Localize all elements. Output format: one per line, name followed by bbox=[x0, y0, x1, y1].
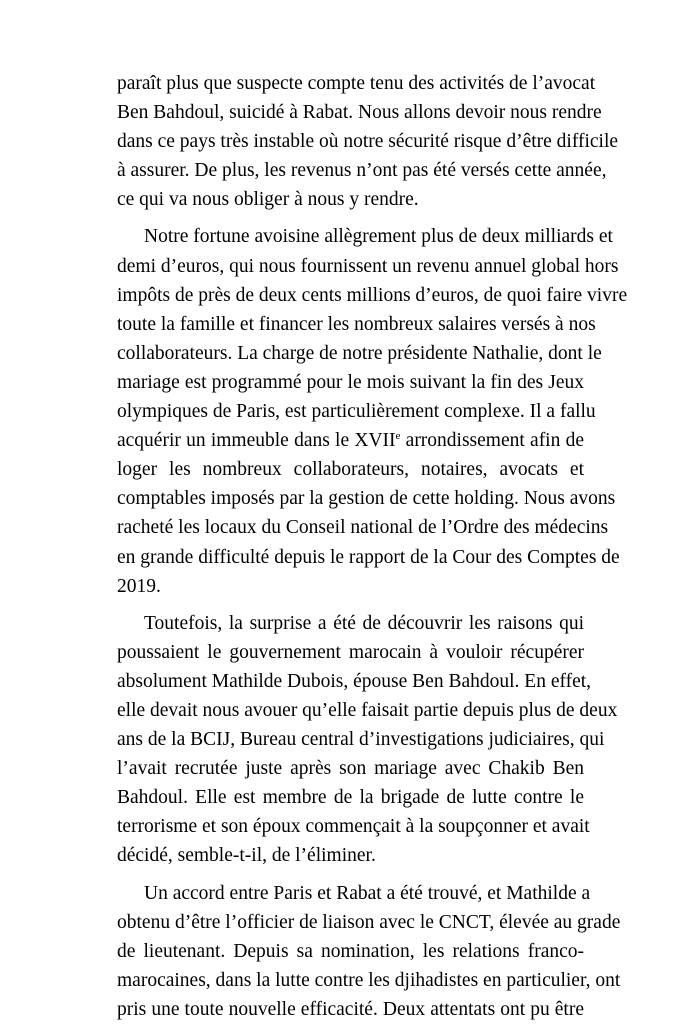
text-line: l’avait recrutée juste après son mariage avec Chakib Ben bbox=[117, 758, 584, 780]
line-before-superscript: acquérir un immeuble dans le XVII bbox=[117, 430, 396, 452]
text-line-with-superscript bbox=[117, 426, 584, 455]
line-after-superscript: arrondissement afin de bbox=[400, 430, 584, 452]
text-line: Un accord entre Paris et Rabat a été trouvé, et Mathilde a bbox=[144, 882, 591, 904]
text-line: pris une toute nouvelle efficacité. Deux attentats ont pu être bbox=[117, 998, 584, 1020]
text-line: ce qui va nous obliger à nous y rendre. bbox=[117, 189, 419, 211]
text-line: marocaines, dans la lutte contre les djihadistes en particulier, ont bbox=[117, 969, 621, 991]
text-line: impôts de près de deux cents millions d’euros, de quoi faire vivre bbox=[117, 284, 628, 306]
book-page bbox=[117, 69, 628, 1024]
text-line: demi d’euros, qui nous fournissent un revenu annuel global hors bbox=[117, 255, 619, 277]
paragraph-2 bbox=[117, 222, 628, 600]
text-line: Bahdoul. Elle est membre de la brigade de lutte contre le bbox=[117, 787, 584, 809]
text-line: olympiques de Paris, est particulièrement complexe. Il a fallu bbox=[117, 401, 596, 423]
text-line: collaborateurs. La charge de notre présidente Nathalie, dont le bbox=[117, 342, 602, 364]
text-line: terrorisme et son époux commençait à la soupçonner et avait bbox=[117, 816, 590, 838]
text-line: comptables imposés par la gestion de cette holding. Nous avons bbox=[117, 488, 616, 510]
text-line: à assurer. De plus, les revenus n’ont pas été versés cette année, bbox=[117, 160, 607, 182]
text-line: en grande difficulté depuis le rapport de la Cour des Comptes de bbox=[117, 546, 620, 568]
text-line: de lieutenant. Depuis sa nomination, les relations franco- bbox=[117, 940, 584, 962]
text-line: Toutefois, la surprise a été de découvrir les raisons qui bbox=[144, 612, 584, 634]
text-line: Ben Bahdoul, suicidé à Rabat. Nous allons devoir nous rendre bbox=[117, 102, 602, 124]
text-line: poussaient le gouvernement marocain à vouloir récupérer bbox=[117, 641, 584, 663]
text-line: paraît plus que suspecte compte tenu des activités de l’avocat bbox=[117, 73, 596, 94]
text-line: ans de la BCIJ, Bureau central d’investigations judiciaires, qui bbox=[117, 729, 605, 751]
paragraph-1 bbox=[117, 69, 619, 214]
text-line: Notre fortune avoisine allègrement plus de deux milliards et bbox=[144, 226, 613, 248]
text-line: mariage est programmé pour le mois suivant la fin des Jeux bbox=[117, 371, 584, 393]
text-line: elle devait nous avouer qu’elle faisait partie depuis plus de deux bbox=[117, 699, 618, 721]
text-line: dans ce pays très instable où notre sécurité risque d’être difficile bbox=[117, 131, 619, 153]
text-line: décidé, semble-t-il, de l’éliminer. bbox=[117, 845, 376, 867]
text-line: 2019. bbox=[117, 575, 161, 597]
ordinal-superscript: e bbox=[395, 430, 401, 443]
text-line: racheté les locaux du Conseil national de l’Ordre des médecins bbox=[117, 517, 609, 539]
text-line: toute la famille et financer les nombreux salaires versés à nos bbox=[117, 313, 596, 335]
text-line: obtenu d’être l’officier de liaison avec le CNCT, élevée au grade bbox=[117, 911, 621, 933]
text-line: loger les nombreux collaborateurs, notaires, avocats et bbox=[117, 459, 584, 481]
paragraph-4 bbox=[117, 879, 621, 1024]
paragraph-3 bbox=[117, 609, 618, 871]
text-line: absolument Mathilde Dubois, épouse Ben Bahdoul. En effet, bbox=[117, 670, 592, 692]
